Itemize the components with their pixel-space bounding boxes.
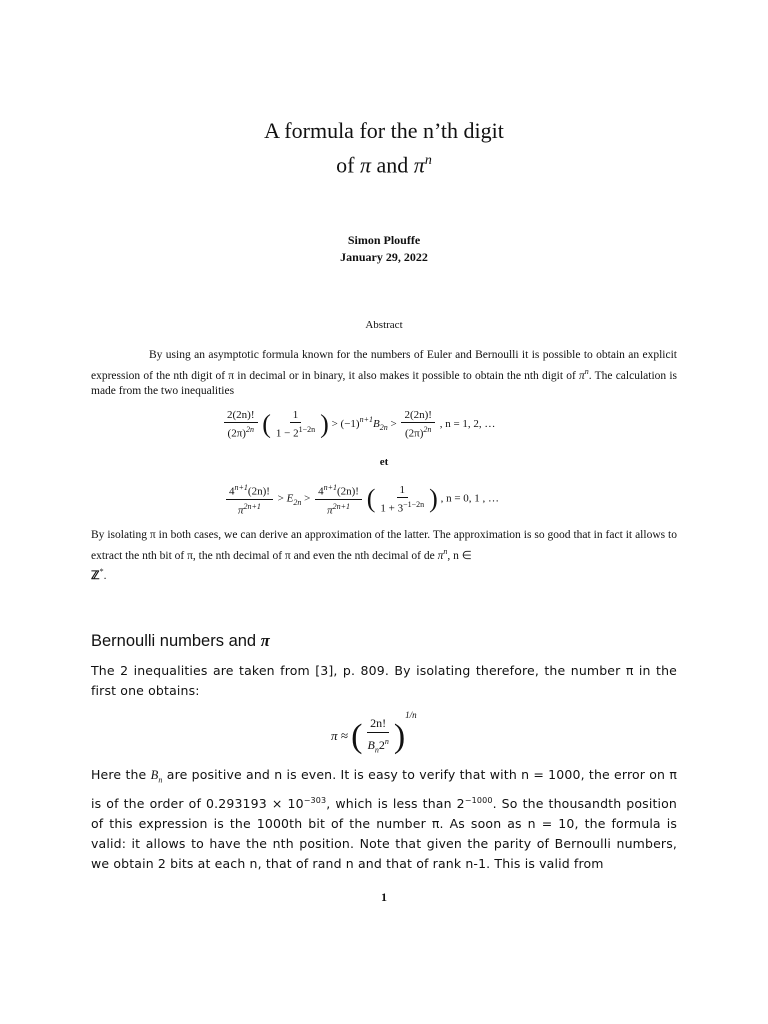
- paper-date: January 29, 2022: [340, 250, 428, 264]
- body-paragraph-1: The 2 inequalities are taken from [3], p. 809. By isolating therefore, the number π in the first one obtains:: [91, 663, 677, 699]
- section-heading-bernoulli: Bernoulli numbers and π: [91, 631, 270, 650]
- conjunction-et: et: [379, 456, 389, 468]
- equation-euler-bounds: $\frac{4^{n+1}(2n)!}{\pi^{2n+1}}$ > $E_{2n}$ > $\frac{4^{n+1}(2n)!}{\pi^{2n+1}}$ ( $\frac{1}{1 + 3^{-1-2n}}$ ) , n = 0, 1 , …: [224, 481, 499, 517]
- author-name: Simon Plouffe: [347, 233, 421, 247]
- abstract-paragraph-2: By isolating π in both cases, we can derive an approximation of the latter. The approximation is so good that in fact it allows to extract the nth bit of π, the nth decimal of π and even the nth decimal of de $\pi^n$, n ∈ ℤ*.: [91, 529, 677, 582]
- body-paragraph-2: Here the $B_n$ are positive and n is even. It is easy to verify that with n = 1000, the error on π is of the order of $0.293193 \times 10^{-303}$, which is less than $2^{-1000}$. So the thousandth position of this expression is the 1000th bit of the number π. As soon as n = 10, the formula is valid: it allows to have the nth position. Note that given the parity of Bernoulli numbers, we obtain 2 bits at each n, that of rand n and that of rank n-1. This is valid from: [91, 767, 677, 872]
- paper-title: [0, 116, 768, 180]
- author-block: [0, 232, 768, 266]
- equation-bernoulli-bounds: $\frac{2(2n)!}{(2\pi)^{2n}}$ ( $\frac{1}{1 - 2^{1-2n}}$ ) > $(-1)^{n+1}B_{2n}$ > $\frac{2(2n)!}{(2\pi)^{2n}}$ , n = 1, 2, …: [222, 408, 495, 441]
- abstract-paragraph-1: By using an asymptotic formula known for the numbers of Euler and Bernoulli it is possible to obtain an explicit expression of the nth digit of π in decimal or in binary, it also makes it possible to obtain the nth digit of $\pi^n$. The calculation is made from the two inequalities: [91, 349, 677, 397]
- title-line-2: of π and $\pi^n$: [336, 152, 432, 178]
- page-number: 1: [381, 890, 387, 904]
- title-line-1: A formula for the n’th digit: [264, 118, 504, 143]
- equation-pi-approximation: π ≈ ( $\frac{2n!}{B_n2^n}$ )$^{1/n}$: [331, 710, 417, 756]
- abstract-heading: Abstract: [365, 319, 403, 331]
